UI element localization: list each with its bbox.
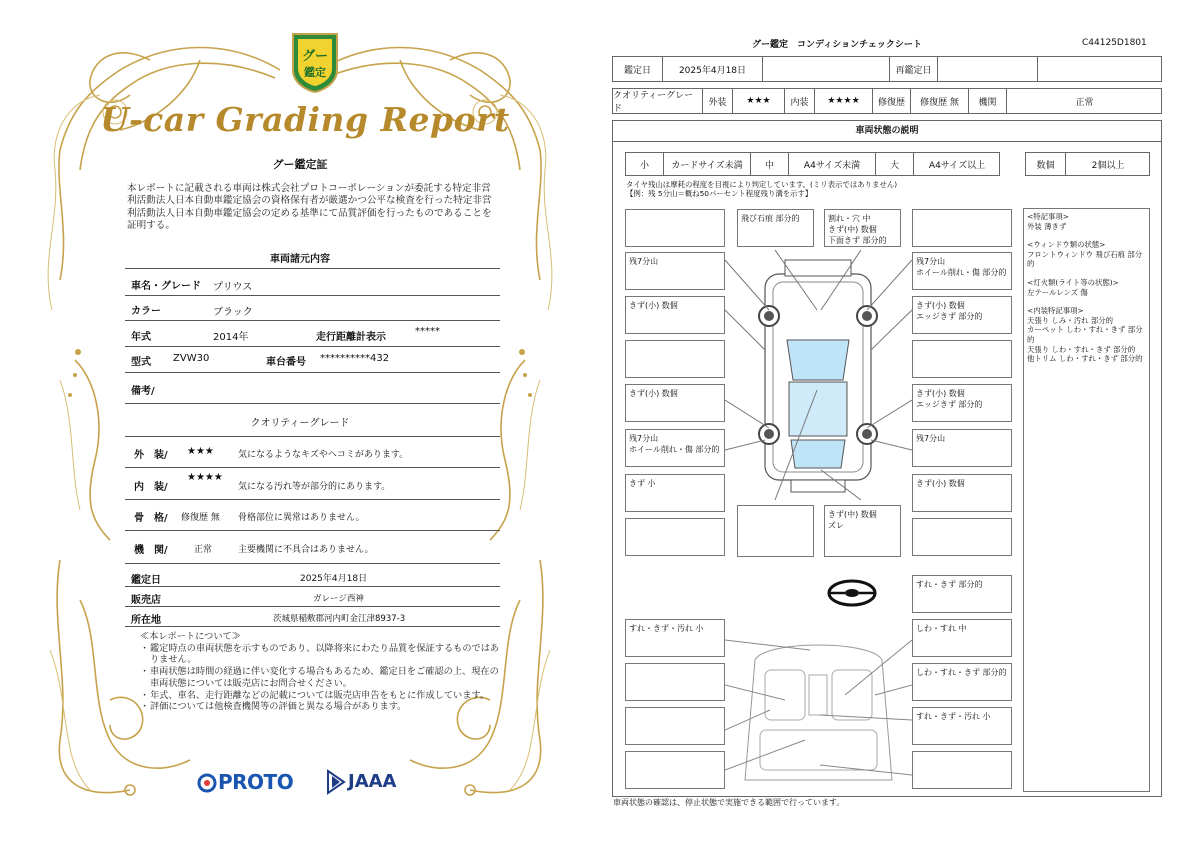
frame-label: 骨 格/	[134, 513, 168, 524]
interior-desc: 気になる汚れ等が部分的にあります。	[238, 482, 391, 492]
chassis-value: **********432	[320, 353, 390, 364]
date-row	[612, 56, 1162, 82]
sheet-footer: 車両状態の確認は、停止状態で実施できる範囲で行っています。	[613, 798, 845, 807]
svg-text:鑑定: 鑑定	[304, 66, 326, 79]
spec-section-title: 車両諸元内容	[270, 254, 330, 265]
divider	[125, 320, 500, 321]
callout-box: 飛び石痕 部分的	[737, 209, 814, 247]
special-notes-panel: <特記事項> 外装 薄きず <ウィンドウ類の状態> フロントウィンドウ 飛び石痕 部分的 <灯火類(ライト等の状態)> 左テールレンズ 傷 <内装特記事項> 天張り しみ・汚れ 部分的 カーペット しわ・すれ・きず 部分的 天張り しわ・すれ・きず 部分的 他トリム しわ・すれ・きず 部分的	[1023, 208, 1150, 792]
engine-value: 正常	[1075, 97, 1094, 108]
callout-box	[625, 340, 725, 378]
tire-note: タイヤ残山は摩耗の程度を目視により判定しています。(ミリ表示ではありません) 【例：残 5分山＝概ね50パーセント程度残り溝を示す】	[626, 180, 898, 198]
sheet-title: グー鑑定 コンディションチェックシート	[752, 40, 922, 50]
callout-box: すれ・きず・汚れ 小	[912, 707, 1012, 745]
date-empty	[763, 57, 890, 81]
callout-box	[625, 707, 725, 745]
size-large-desc: A4サイズ以上	[928, 160, 986, 171]
callout-box: きず(小) 数個	[625, 384, 725, 422]
car-name-label: 車名・グレード	[131, 281, 201, 292]
note-item: ・ 年式、車名、走行距離などの記載については販売店申告をもとに作成しています。	[140, 689, 490, 701]
state-title: 車両状態の説明	[612, 120, 1162, 142]
frame-value: 修復歴 無	[181, 513, 220, 523]
size-large: 大	[876, 153, 914, 175]
callout-box: きず(小) 数個 エッジきず 部分的	[912, 296, 1012, 334]
model-label: 型式	[131, 357, 151, 368]
jaaa-logo-icon	[326, 769, 346, 795]
callout-box: 残7分山 ホイール削れ・傷 部分的	[912, 252, 1012, 290]
jaaa-logo-text: JAAA	[348, 771, 397, 792]
car-top-view-diagram	[725, 250, 912, 500]
car-interior-diagram	[725, 630, 912, 790]
divider	[125, 606, 500, 607]
model-value: ZVW30	[173, 353, 210, 364]
int-stars: ★★★★	[815, 89, 873, 113]
callout-box	[737, 505, 814, 557]
interior-stars: ★★★★	[187, 472, 223, 483]
interior-label: 内 装/	[134, 482, 168, 493]
repair-value: 修復歴 無	[911, 89, 969, 113]
callout-box: 割れ・穴 中 きず(中) 数個 下面きず 部分的	[824, 209, 901, 247]
exterior-stars: ★★★	[187, 446, 214, 457]
callout-box: きず(小) 数個 エッジきず 部分的	[912, 384, 1012, 422]
date-label: 鑑定日	[613, 57, 663, 81]
repair-label: 修復歴	[873, 89, 911, 113]
engine-desc: 主要機関に不具合はありません。	[238, 545, 374, 555]
remarks-label: 備考/	[131, 386, 155, 397]
reinspect-label: 再鑑定日	[890, 57, 938, 81]
certificate-title: グー鑑定証	[272, 158, 328, 171]
divider	[125, 268, 500, 269]
divider	[125, 530, 500, 531]
engine-label: 機関	[969, 89, 1007, 113]
callout-box: 残7分山 ホイール削れ・傷 部分的	[625, 429, 725, 467]
mileage-label: 走行距離計表示	[316, 332, 386, 343]
script-title: U-car Grading Report	[100, 100, 510, 139]
dealer-value: ガレージ西神	[313, 594, 364, 604]
address-label: 所在地	[131, 615, 161, 626]
size-small-desc: カードサイズ未満	[664, 153, 751, 175]
callout-box: きず(小) 数個	[912, 474, 1012, 512]
grade-label: クオリティーグレード	[613, 89, 703, 113]
divider	[125, 563, 500, 564]
color-label: カラー	[131, 306, 161, 317]
divider	[125, 295, 500, 296]
color-value: ブラック	[213, 307, 253, 318]
frame-desc: 骨格部位に異常はありません。	[238, 513, 365, 523]
proto-logo-icon	[196, 772, 218, 794]
address-value: 茨城県稲敷郡河内町金江津8937-3	[273, 614, 406, 624]
year-value: 2014年	[213, 332, 249, 343]
exterior-label: 外 装/	[134, 450, 168, 461]
note-item: ・ 評価については他検査機関等の評価と異なる場合があります。	[140, 701, 407, 713]
callout-box	[912, 209, 1012, 247]
callout-box: きず(中) 数個 ズレ	[824, 505, 901, 557]
goo-appraisal-badge	[287, 30, 343, 94]
callout-box	[912, 751, 1012, 789]
divider	[125, 372, 500, 373]
count-legend	[1025, 152, 1150, 176]
count-desc: 2個以上	[1091, 160, 1125, 171]
note-item: ・ 鑑定時点の車両状態を示すものであり、以降将来にわたり品質を保証するものではありません。	[140, 642, 500, 666]
ext-label: 外装	[703, 89, 733, 113]
exterior-desc: 気になるようなキズやヘコミがあります。	[238, 450, 409, 460]
sheet-code: C44125D1801	[1082, 38, 1147, 48]
divider	[125, 499, 500, 500]
chassis-label: 車台番号	[266, 357, 306, 368]
size-legend	[625, 152, 1000, 176]
date-value: 2025年4月18日	[663, 57, 763, 81]
callout-box	[625, 663, 725, 701]
engine-label: 機 関/	[134, 545, 168, 556]
callout-box: すれ・きず・汚れ 小	[625, 619, 725, 657]
certificate-statement: 本レポートに記載される車両は株式会社プロトコーポレーションが委託する特定非営利活動法人日本自動車鑑定協会の資格保有者が厳選かつ公平な検査を行った特定非営利活動法人日本自動車鑑定協会の定める基準にて品質評価を行ったものであることを証明する。	[127, 183, 492, 232]
size-mid-desc: A4サイズ未満	[789, 153, 876, 175]
notes-title: ≪本レポートについて≫	[140, 631, 241, 642]
callout-box	[912, 518, 1012, 556]
callout-box	[625, 209, 725, 247]
divider	[125, 467, 500, 468]
divider	[125, 626, 500, 627]
car-name-value: プリウス	[213, 282, 253, 293]
engine-value: 正常	[194, 545, 213, 555]
int-label: 内装	[785, 89, 815, 113]
appraisal-date-value: 2025年4月18日	[300, 574, 368, 584]
svg-text:グー: グー	[301, 49, 329, 64]
callout-box: 残7分山	[912, 429, 1012, 467]
proto-logo-text: PROTO	[218, 770, 294, 794]
ext-stars: ★★★	[733, 89, 785, 113]
note-item: ・ 車両状態は時間の経過に伴い変化する場合もあるため、鑑定日をご確認の上、現在の車両状態については販売店にお問合せください。	[140, 666, 499, 689]
divider	[125, 346, 500, 347]
callout-box	[912, 340, 1012, 378]
divider	[125, 436, 500, 437]
callout-box	[625, 518, 725, 556]
appraisal-date-label: 鑑定日	[131, 575, 161, 586]
dealer-label: 販売店	[131, 595, 161, 606]
condition-check-sheet	[600, 0, 1200, 848]
callout-box: きず(小) 数個	[625, 296, 725, 334]
callout-box: しわ・すれ 中	[912, 619, 1012, 657]
steering-wheel-icon	[826, 578, 878, 608]
callout-box: すれ・きず 部分的	[912, 575, 1012, 613]
callout-box	[625, 751, 725, 789]
count-label: 数個	[1026, 153, 1066, 175]
report-notes	[140, 631, 500, 713]
quality-grade-title: クオリティーグレード	[250, 418, 350, 429]
divider	[125, 586, 500, 587]
year-label: 年式	[131, 332, 151, 343]
callout-box: きず 小	[625, 474, 725, 512]
reinspect-value	[938, 57, 1038, 81]
grade-row	[612, 88, 1162, 114]
callout-box: しわ・すれ・きず 部分的	[912, 663, 1012, 701]
size-small: 小	[626, 153, 664, 175]
callout-box: 残7分山	[625, 252, 725, 290]
mileage-value: *****	[415, 326, 440, 337]
divider	[125, 403, 500, 404]
size-mid: 中	[751, 153, 789, 175]
